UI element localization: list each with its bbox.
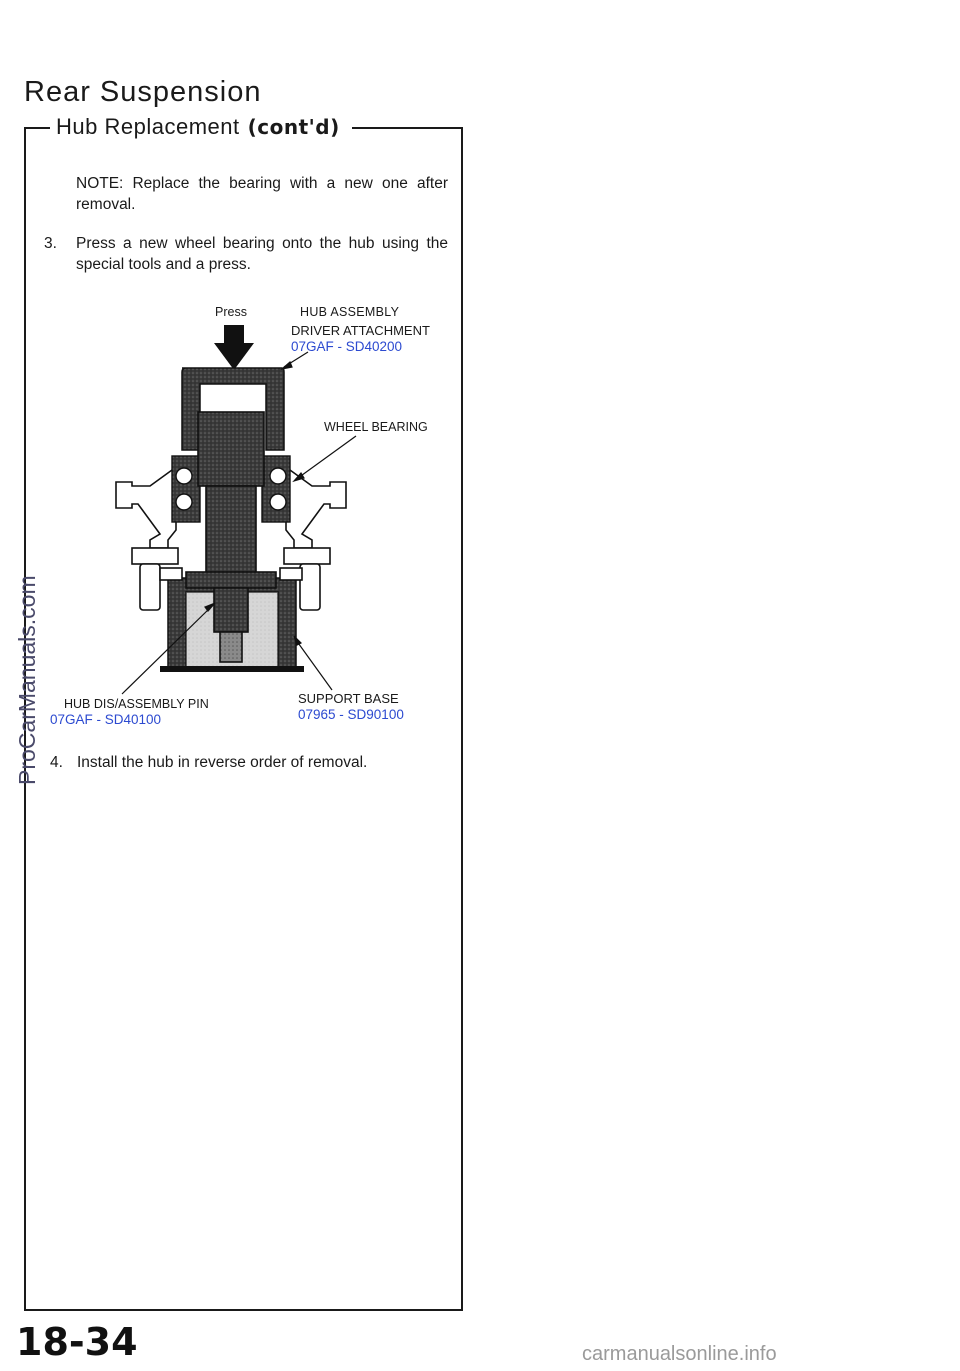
step-3-text: Press a new wheel bearing onto the hub using the special tools and a press.: [76, 235, 448, 273]
label-hub-assembly: HUB ASSEMBLY: [300, 305, 400, 319]
step-4: [50, 752, 367, 773]
subtitle-continued: (cont'd): [247, 115, 340, 139]
watermark-carmanualsonline: carmanualsonline.info: [582, 1343, 777, 1365]
section-title: Rear Suspension: [24, 76, 262, 108]
code-driver-attachment: 07GAF - SD40200: [291, 339, 403, 354]
label-wheel-bearing: WHEEL BEARING: [324, 420, 428, 434]
code-support-base: 07965 - SD90100: [298, 707, 404, 722]
label-support-base: SUPPORT BASE: [298, 691, 399, 706]
step-4-number: 4.: [50, 754, 63, 771]
watermark-procarmanuals-text: ProCarManuals.com: [14, 575, 40, 785]
label-press: Press: [215, 305, 247, 319]
page-number: 18-34: [16, 1320, 138, 1364]
note-text: NOTE: Replace the bearing with a new one after removal.: [76, 175, 448, 213]
step-4-text: Install the hub in reverse order of removal.: [77, 754, 368, 771]
press-arrow-icon: [214, 325, 254, 370]
code-hub-pin: 07GAF - SD40100: [50, 712, 162, 727]
hub-press-diagram: [0, 0, 470, 780]
subtitle-text: Hub Replacement: [56, 114, 240, 139]
step-3-number: 3.: [44, 235, 57, 252]
watermark-procarmanuals: [14, 565, 52, 785]
label-hub-pin: HUB DIS/ASSEMBLY PIN: [64, 697, 209, 711]
label-driver-attachment: DRIVER ATTACHMENT: [291, 323, 430, 338]
